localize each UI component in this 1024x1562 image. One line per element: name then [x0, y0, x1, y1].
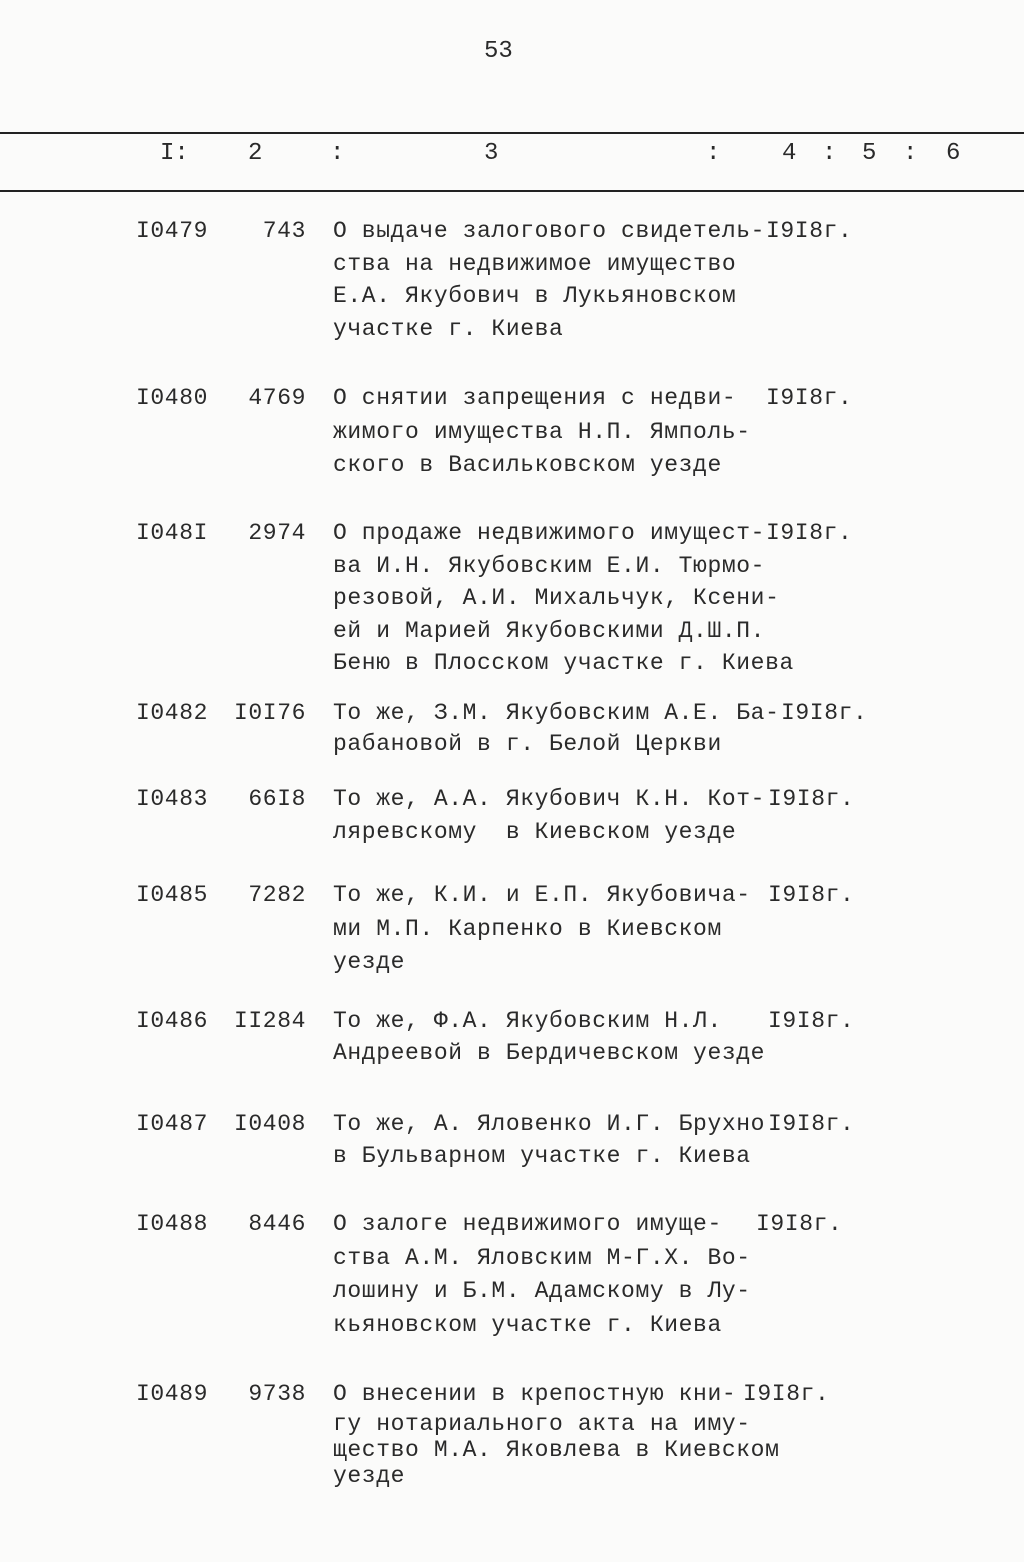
- item-number: I0488: [136, 1211, 209, 1237]
- document-number: II284: [233, 1008, 306, 1034]
- item-year: I9I8г.: [766, 218, 853, 244]
- item-description: [333, 1111, 765, 1175]
- description-line: То же, Ф.А. Якубовским Н.Л.: [333, 1008, 722, 1034]
- item-description: [333, 786, 765, 852]
- document-number: 2974: [248, 520, 306, 546]
- description-line: То же, К.И. и Е.П. Якубовича-: [333, 882, 751, 908]
- col-5: 5: [862, 140, 877, 167]
- description-line: ства на недвижимое имущество: [333, 250, 737, 277]
- item-description: [333, 385, 751, 486]
- item-year: I9I8г.: [768, 882, 855, 908]
- item-number: I0487: [136, 1111, 209, 1137]
- description-line: О залоге недвижимого имуще-: [333, 1211, 722, 1237]
- item-year: I9I8г.: [766, 520, 853, 546]
- header-bottom-rule: [0, 190, 1024, 192]
- item-number: I048I: [136, 520, 209, 546]
- description-line: уезде: [333, 949, 406, 975]
- description-line: То же, А. Яловенко И.Г. Брухно: [333, 1111, 766, 1137]
- col-1: I:: [160, 140, 189, 167]
- description-line: О продаже недвижимого имущест-: [333, 520, 766, 546]
- description-line: ского в Васильковском уезде: [333, 452, 722, 478]
- description-line: рабановой в г. Белой Церкви: [333, 731, 722, 757]
- description-line: То же, А.А. Якубович К.Н. Кот-: [333, 786, 766, 812]
- item-description: [333, 1381, 779, 1489]
- description-line: ей и Марией Якубовскими Д.Ш.П.: [333, 617, 766, 644]
- item-description: [333, 520, 794, 683]
- document-number: 66I8: [248, 786, 306, 812]
- item-year: I9I8г.: [768, 1111, 855, 1137]
- description-line: То же, З.М. Якубовским А.Е. Ба-: [333, 700, 780, 726]
- item-description: [333, 700, 779, 762]
- description-line: участке г. Киева: [333, 315, 564, 342]
- description-line: Е.А. Якубович в Лукьяновском: [333, 283, 737, 309]
- item-number: I0482: [136, 700, 209, 726]
- description-line: резовой, А.И. Михальчук, Ксени-: [333, 585, 780, 611]
- description-line: О выдаче залогового свидетель-: [333, 218, 766, 244]
- document-number: I0408: [233, 1111, 306, 1137]
- item-year: I9I8г.: [766, 385, 853, 411]
- item-description: [333, 1008, 765, 1072]
- description-line: щество М.А. Яковлева в Киевском: [333, 1437, 780, 1463]
- description-line: кьяновском участке г. Киева: [333, 1311, 722, 1338]
- item-year: I9I8г.: [768, 1008, 855, 1034]
- item-year: I9I8г.: [756, 1211, 843, 1237]
- description-line: ми М.П. Карпенко в Киевском: [333, 915, 722, 942]
- description-line: Андреевой в Бердичевском уезде: [333, 1040, 766, 1066]
- description-line: Беню в Плосском участке г. Киева: [333, 650, 794, 676]
- item-description: [333, 218, 765, 348]
- item-description: [333, 882, 751, 983]
- col-6: 6: [946, 140, 961, 167]
- col-4: 4: [782, 140, 797, 167]
- description-line: О внесении в крепостную кни-: [333, 1381, 737, 1407]
- col-sep: :: [822, 140, 837, 167]
- description-line: О снятии запрещения с недви-: [333, 385, 737, 411]
- col-sep: :: [903, 140, 918, 167]
- item-number: I0486: [136, 1008, 209, 1034]
- document-number: 9738: [248, 1381, 306, 1407]
- item-number: I0489: [136, 1381, 209, 1407]
- col-2: 2: [248, 140, 263, 167]
- item-year: I9I8г.: [781, 700, 868, 726]
- description-line: ства А.М. Яловским М-Г.Х. Во-: [333, 1244, 751, 1271]
- document-number: 4769: [248, 385, 306, 411]
- document-number: 8446: [248, 1211, 306, 1237]
- description-line: гу нотариального акта на иму-: [333, 1411, 751, 1437]
- document-number: I0I76: [233, 700, 306, 726]
- col-3: 3: [484, 140, 499, 167]
- description-line: лошину и Б.М. Адамскому в Лу-: [333, 1278, 751, 1304]
- description-line: ляревскому в Киевском уезде: [333, 819, 737, 845]
- item-description: [333, 1211, 751, 1345]
- item-year: I9I8г.: [768, 786, 855, 812]
- document-number: 743: [262, 218, 306, 244]
- item-number: I0485: [136, 882, 209, 908]
- page-number: 53: [484, 38, 513, 65]
- item-number: I0483: [136, 786, 209, 812]
- description-line: в Бульварном участке г. Киева: [333, 1143, 751, 1169]
- item-number: I0480: [136, 385, 209, 411]
- description-line: жимого имущества Н.П. Ямполь-: [333, 418, 751, 445]
- description-line: ва И.Н. Якубовским Е.И. Тюрмо-: [333, 552, 766, 579]
- col-sep: :: [330, 140, 345, 167]
- item-number: I0479: [136, 218, 209, 244]
- document-number: 7282: [248, 882, 306, 908]
- item-year: I9I8г.: [743, 1381, 830, 1407]
- col-sep: :: [706, 140, 721, 167]
- header-top-rule: [0, 132, 1024, 134]
- description-line: уезде: [333, 1463, 406, 1489]
